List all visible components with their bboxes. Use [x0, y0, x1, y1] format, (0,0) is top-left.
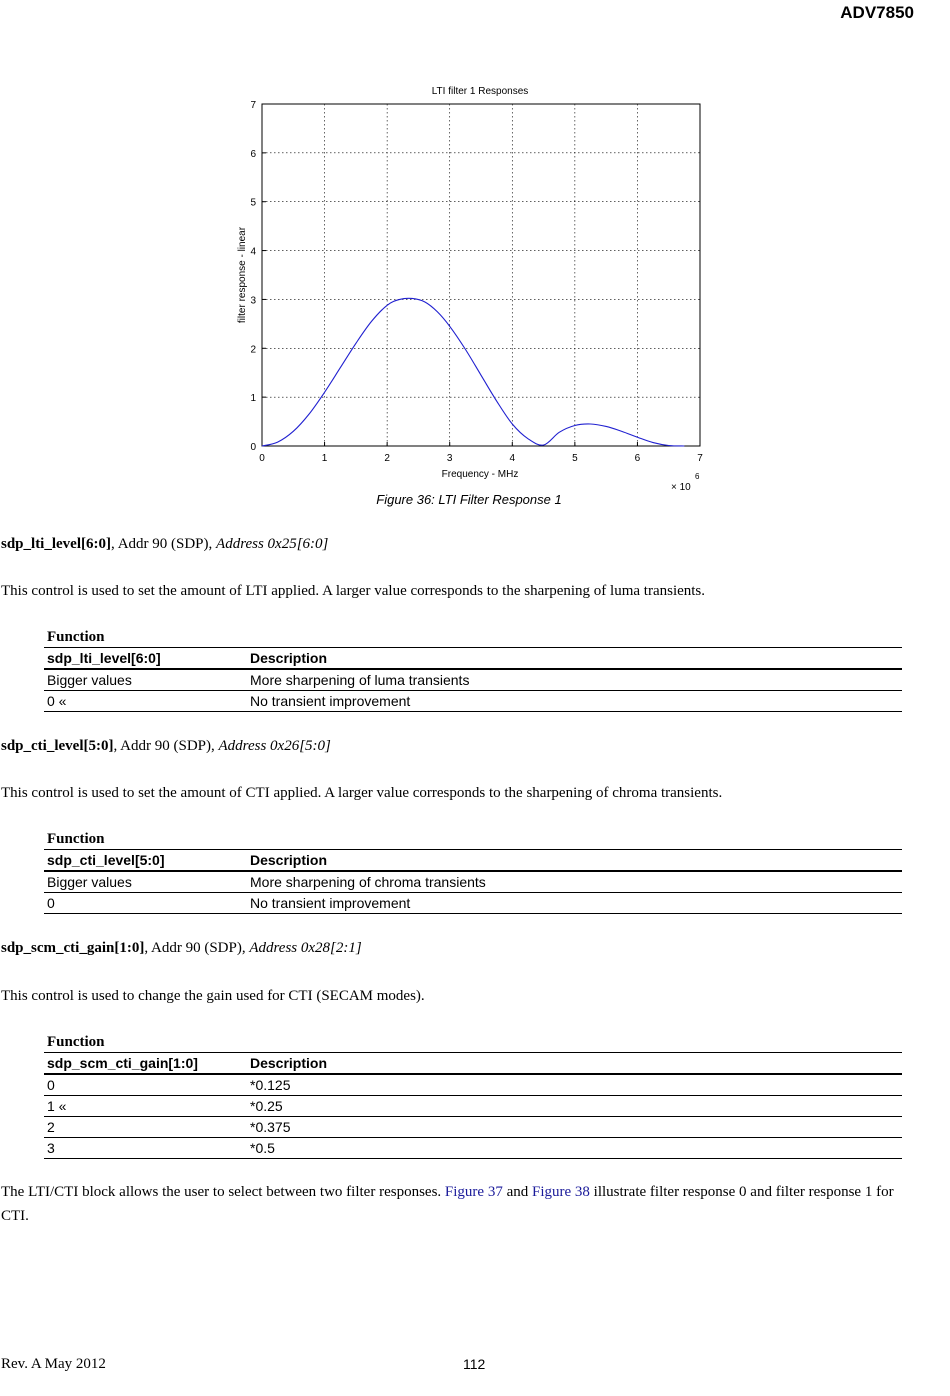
row-value: 0: [44, 1074, 247, 1096]
row-description: More sharpening of chroma transients: [247, 871, 902, 893]
row-value: 3: [44, 1138, 247, 1159]
column-header-description: Description: [250, 852, 328, 868]
row-description: No transient improvement: [247, 691, 902, 712]
y-ticks: [250, 100, 266, 453]
y-tick-label: 7: [250, 100, 256, 111]
y-axis-label: filter response - linear: [237, 226, 248, 324]
closing-text-1: The LTI/CTI block allows the user to select between two filter responses.: [1, 1184, 445, 1200]
table-row: [44, 1138, 902, 1159]
row-value: 0 «: [44, 691, 247, 712]
row-value: Bigger values: [44, 669, 247, 691]
register-address: Address 0x28[2:1]: [249, 940, 362, 956]
table-row: [44, 1074, 902, 1096]
x-tick-label: 6: [634, 453, 641, 464]
y-tick-label: 5: [250, 197, 256, 209]
register-name: sdp_lti_level: [1, 536, 82, 552]
x-tick-label: 4: [509, 453, 516, 464]
figure-caption-text: Figure 36: LTI Filter Response 1: [376, 492, 562, 507]
table-row: [44, 691, 902, 712]
row-description: More sharpening of luma transients: [247, 669, 902, 691]
y-tick-label: 3: [250, 295, 256, 307]
row-description: *0.375: [247, 1117, 902, 1138]
table-row: [44, 1096, 902, 1117]
row-description: *0.25: [247, 1096, 902, 1117]
register-addr: , Addr 90 (SDP),: [111, 536, 217, 552]
register-address: Address 0x25[6:0]: [216, 536, 329, 552]
table-header-row: [44, 850, 902, 872]
x-tick-label: 3: [446, 453, 453, 464]
table-row: [44, 669, 902, 691]
chart-title: LTI filter 1 Responses: [431, 86, 529, 97]
x-tick-label: 2: [384, 453, 390, 464]
row-value: Bigger values: [44, 871, 247, 893]
closing-text-2: and: [502, 1184, 532, 1200]
x-tick-label: 5: [572, 453, 578, 464]
closing-paragraph: [1, 1180, 911, 1228]
x-axis-exponent: 6: [695, 472, 700, 481]
table-header-row: [44, 648, 902, 670]
table-header-row: [44, 1053, 902, 1075]
footer-revision: Rev. A May 2012: [1, 1356, 106, 1372]
column-header-description: Description: [250, 1055, 328, 1071]
x-tick-label: 7: [697, 453, 703, 464]
figure-38-link[interactable]: Figure 38: [532, 1184, 590, 1200]
register-description-cti: This control is used to set the amount of CTI applied. A larger value corresponds to the sharpening of chroma transients.: [1, 785, 723, 801]
register-addr: , Addr 90 (SDP),: [113, 738, 219, 754]
register-heading-scm-cti-gain: [1, 940, 362, 957]
column-header-value: sdp_lti_level[6:0]: [47, 650, 161, 666]
register-name: sdp_cti_level: [1, 738, 84, 754]
column-header-description: Description: [250, 650, 328, 666]
y-tick-label: 1: [250, 393, 256, 405]
y-tick-label: 2: [250, 344, 256, 356]
closing-text-3: illustrate filter response 0 and filter response 1 for CTI.: [1, 1184, 894, 1224]
series-line-filter-response: [262, 298, 684, 446]
x-tick-label: 1: [321, 453, 328, 464]
table-row: [44, 1117, 902, 1138]
register-name: sdp_scm_cti_gain: [1, 940, 115, 956]
register-bits: [5:0]: [83, 738, 114, 754]
function-table-scm-cti-gain: [44, 1032, 902, 1159]
x-axis-multiplier: × 10: [671, 482, 691, 493]
register-address: Address 0x26[5:0]: [218, 738, 331, 754]
y-tick-label: 0: [250, 442, 256, 453]
y-tick-label: 6: [250, 148, 256, 160]
plot-frame: [262, 104, 700, 446]
row-value: 1 «: [44, 1096, 247, 1117]
function-label: Function: [47, 1034, 105, 1050]
y-tick-label: 4: [250, 246, 256, 258]
register-heading-lti: [1, 536, 328, 553]
column-header-value: sdp_scm_cti_gain[1:0]: [47, 1055, 198, 1071]
function-label: Function: [47, 831, 105, 847]
register-description-scm-cti-gain: This control is used to change the gain used for CTI (SECAM modes).: [1, 988, 425, 1004]
document-header-title: ADV7850: [840, 3, 914, 22]
function-table-cti: [44, 829, 902, 914]
chart-grid: [262, 104, 700, 446]
row-description: *0.5: [247, 1138, 902, 1159]
table-row: [44, 893, 902, 914]
footer-page-number: 112: [463, 1356, 486, 1372]
row-value: 2: [44, 1117, 247, 1138]
x-ticks: [259, 442, 703, 464]
row-value: 0: [44, 893, 247, 914]
function-table-lti: [44, 627, 902, 712]
register-bits: [6:0]: [81, 536, 112, 552]
row-description: *0.125: [247, 1074, 902, 1096]
figure-37-link[interactable]: Figure 37: [444, 1184, 503, 1200]
x-tick-label: 0: [259, 453, 265, 464]
lti-filter-response-chart: [220, 80, 720, 500]
register-addr: , Addr 90 (SDP),: [144, 940, 250, 956]
figure-caption: [0, 492, 950, 508]
row-description: No transient improvement: [247, 893, 902, 914]
column-header-value: sdp_cti_level[5:0]: [47, 852, 165, 868]
register-bits: [1:0]: [114, 940, 145, 956]
register-heading-cti: [1, 738, 331, 755]
table-row: [44, 871, 902, 893]
x-axis-label: Frequency - MHz: [441, 469, 519, 480]
register-description-lti: This control is used to set the amount of LTI applied. A larger value corresponds to the sharpening of luma transients.: [1, 583, 706, 599]
function-label: Function: [47, 629, 105, 645]
